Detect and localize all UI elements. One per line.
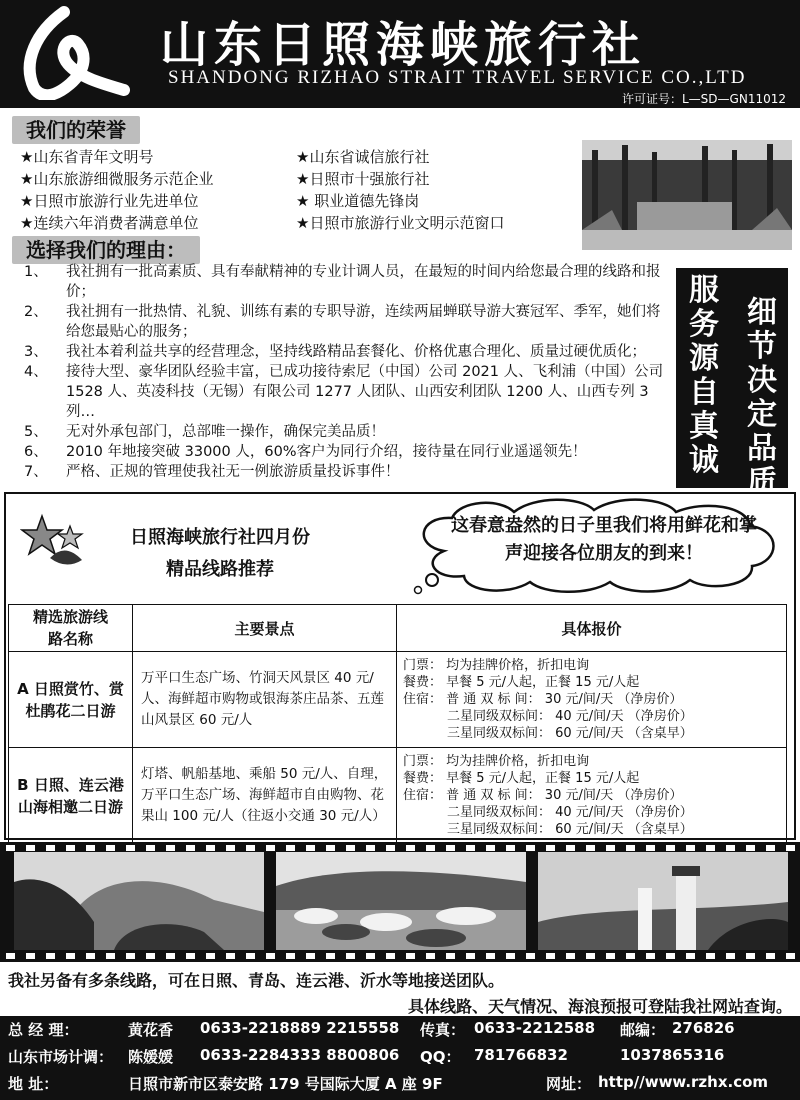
contact-bar [0, 1016, 800, 1100]
reason-number: 4、 [24, 364, 48, 380]
film-sprocket-hole [626, 845, 635, 851]
qq-number: 781766832 [474, 1046, 568, 1064]
film-sprocket-hole [786, 953, 795, 959]
company-logo [12, 4, 132, 100]
film-sprocket-hole [526, 953, 535, 959]
reason-text: 我社拥有一批热情、礼貌、训练有素的专职导游，连续两届蝉联导游大赛冠军、季军，她们将给您最贴心的服务； [66, 304, 661, 340]
film-sprocket-hole [506, 953, 515, 959]
film-sprocket-hole [46, 953, 55, 959]
film-sprocket-hole [366, 845, 375, 851]
film-sprocket-hole [126, 953, 135, 959]
film-sprocket-hole [86, 845, 95, 851]
film-sprocket-hole [206, 845, 215, 851]
reason-number: 2、 [24, 304, 48, 320]
film-sprocket-hole [166, 953, 175, 959]
route-spots: 灯塔、帆船基地、乘船 50 元/人、自理，万平口生态广场、海鲜超市自由购物、花果山 100 元/人（往返小交通 30 元/人） [133, 748, 397, 844]
film-sprocket-hole [766, 845, 775, 851]
contact-row-market [8, 1046, 798, 1070]
qq-number-2: 1037865316 [620, 1046, 725, 1064]
film-sprocket-hole [706, 953, 715, 959]
price-line: 门票： 均为挂牌价格，折扣电询 [403, 658, 590, 673]
film-sprocket-hole [326, 953, 335, 959]
film-sprocket-hole [466, 845, 475, 851]
honor-item: ★日照市十强旅行社 [296, 170, 430, 188]
promo-title-line1: 日照海峡旅行社四月份 [130, 527, 310, 548]
price-line: 二星同级双标间： 40 元/间/天 （净房价） [447, 709, 693, 724]
film-sprocket-hole [286, 845, 295, 851]
reason-text: 2010 年地接突破 33000 人，60%客户为同行介绍，接待量在同行业遥遥领先！ [66, 444, 587, 460]
promo-title-line2: 精品线路推荐 [166, 559, 274, 580]
film-sprocket-hole [186, 953, 195, 959]
stars-icon [20, 512, 90, 572]
film-sprocket-hole [246, 953, 255, 959]
market-phone: 0633-2284333 8800806 [200, 1046, 400, 1064]
fax-number: 0633-2212588 [474, 1019, 596, 1037]
manager-phone: 0633-2218889 2215558 [200, 1019, 400, 1037]
website-label: 网址： [546, 1075, 592, 1093]
film-sprocket-hole [586, 953, 595, 959]
film-sprocket-hole [286, 953, 295, 959]
company-subtitle: SHANDONG RIZHAO STRAIT TRAVEL SERVICE CO.,LTD [168, 67, 747, 88]
honors-heading: 我们的荣誉 [12, 116, 140, 144]
honor-item: ★ 职业道德先锋岗 [296, 192, 420, 210]
film-sprocket-hole [6, 953, 15, 959]
lighthouse-photo [538, 852, 788, 950]
more-routes-note: 我社另备有多条线路，可在日照、青岛、连云港、沂水等地接送团队。 [8, 971, 505, 990]
reason-item [22, 422, 674, 442]
film-sprocket-hole [686, 845, 695, 851]
film-sprocket-hole [406, 845, 415, 851]
zip-label: 邮编： [620, 1021, 666, 1039]
price-line: 餐费： 早餐 5 元/人起，正餐 15 元/人起 [403, 675, 640, 690]
header-price: 具体报价 [397, 605, 787, 652]
honors-left-list [20, 146, 213, 234]
film-sprocket-hole [26, 845, 35, 851]
film-sprocket-hole [566, 953, 575, 959]
manager-label: 总 经 理： [8, 1021, 79, 1039]
reason-number: 1、 [24, 264, 48, 280]
film-sprocket-hole [206, 953, 215, 959]
film-sprocket-hole [6, 845, 15, 851]
film-sprocket-hole [766, 953, 775, 959]
film-sprocket-hole [146, 845, 155, 851]
fax-label: 传真： [420, 1021, 466, 1039]
market-label: 山东市场计调： [8, 1048, 114, 1066]
price-line: 三星同级双标间： 60 元/间/天 （含桌早） [447, 726, 693, 741]
film-sprocket-hole [386, 953, 395, 959]
promo-title [90, 522, 350, 586]
film-sprocket-hole [26, 953, 35, 959]
honor-item: ★连续六年消费者满意单位 [20, 214, 199, 232]
qq-label: QQ： [420, 1048, 461, 1066]
film-sprocket-hole [726, 953, 735, 959]
film-sprocket-hole [486, 845, 495, 851]
reason-text: 接待大型、豪华团队经验丰富，已成功接待索尼（中国）公司 2021 人、飞利浦（中国）公司 1528 人、英凌科技（无锡）有限公司 1277 人团队、山西安利团队 1200 人、山西专列 3 列… [66, 364, 664, 420]
cloud-message: 这春意盎然的日子里我们将用鲜花和掌声迎接各位朋友的到来！ [451, 515, 757, 564]
film-sprocket-hole [526, 845, 535, 851]
film-sprocket-hole [346, 953, 355, 959]
slogan-left: 服务源自真诚 [689, 273, 719, 478]
film-sprocket-hole [566, 845, 575, 851]
price-line: 住宿： 普 通 双 标 间： 30 元/间/天 （净房价） [403, 692, 683, 707]
routes-table [8, 604, 787, 844]
address-label: 地 址： [8, 1075, 59, 1093]
website-query-note: 具体线路、天气情况、海浪预报可登陆我社网站查询。 [407, 997, 792, 1016]
price-line: 三星同级双标间： 60 元/间/天 （含桌早） [447, 822, 693, 837]
film-sprocket-hole [606, 953, 615, 959]
reason-number: 7、 [24, 464, 48, 480]
zip-code: 276826 [672, 1019, 735, 1037]
film-sprocket-hole [66, 845, 75, 851]
film-sprocket-hole [266, 845, 275, 851]
reason-number: 6、 [24, 444, 48, 460]
slogan-right: 细节决定品质 [747, 295, 777, 500]
route-name: B 日照、连云港山海相邀二日游 [9, 748, 133, 844]
film-sprocket-hole [706, 845, 715, 851]
reason-text: 我社拥有一批高素质、具有奉献精神的专业计调人员，在最短的时间内给您最合理的线路和报价； [66, 264, 661, 300]
manager-name: 黄花香 [128, 1021, 174, 1039]
table-row [9, 652, 787, 748]
honors-right-list [296, 146, 504, 234]
film-sprocket-hole [306, 953, 315, 959]
film-sprocket-hole [106, 845, 115, 851]
film-sprocket-hole [146, 953, 155, 959]
film-sprocket-hole [346, 845, 355, 851]
film-sprocket-hole [686, 953, 695, 959]
rock-hill-photo [14, 852, 264, 950]
reason-item [22, 442, 674, 462]
film-sprocket-hole [166, 845, 175, 851]
film-sprocket-hole [326, 845, 335, 851]
film-sprocket-hole [366, 953, 375, 959]
reason-text: 我社本着利益共享的经营理念，坚持线路精品套餐化、价格优惠合理化、质量过硬优质化； [66, 344, 646, 360]
film-sprocket-hole [786, 845, 795, 851]
reason-item [22, 262, 674, 302]
film-sprocket-hole [246, 845, 255, 851]
header-spots: 主要景点 [133, 605, 397, 652]
film-sprocket-hole [226, 845, 235, 851]
price-line: 住宿： 普 通 双 标 间： 30 元/间/天 （净房价） [403, 788, 683, 803]
reason-item [22, 362, 674, 422]
table-row [9, 748, 787, 844]
film-sprocket-hole [426, 845, 435, 851]
reason-item [22, 302, 674, 342]
contact-row-manager [8, 1019, 798, 1043]
film-sprocket-hole [546, 845, 555, 851]
film-sprocket-hole [446, 845, 455, 851]
film-sprocket-hole [506, 845, 515, 851]
route-name: A 日照赏竹、赏杜鹃花二日游 [9, 652, 133, 748]
film-sprocket-hole [586, 845, 595, 851]
reason-number: 5、 [24, 424, 48, 440]
honor-item: ★山东省青年文明号 [20, 148, 154, 166]
reason-text: 无对外承包部门，总部唯一操作，确保完美品质！ [66, 424, 385, 440]
coast-rocks-photo [276, 852, 526, 950]
table-header-row [9, 605, 787, 652]
park-photo [582, 140, 792, 250]
film-sprocket-hole [386, 845, 395, 851]
company-title: 山东日照海峡旅行社 [160, 17, 647, 73]
film-sprocket-hole [746, 953, 755, 959]
film-sprocket-hole [446, 953, 455, 959]
route-price [397, 652, 787, 748]
route-spots: 万平口生态广场、竹洞天风景区 40 元/人、海鲜超市购物或银海茶庄品茶、五莲山风景区 60 元/人 [133, 652, 397, 748]
film-sprocket-hole [666, 953, 675, 959]
reason-number: 3、 [24, 344, 48, 360]
header-route-name: 精选旅游线路名称 [9, 605, 133, 652]
address-text: 日照市新市区泰安路 179 号国际大厦 A 座 9F [128, 1075, 443, 1093]
film-sprocket-hole [626, 953, 635, 959]
honor-item: ★日照市旅游行业先进单位 [20, 192, 199, 210]
film-sprocket-hole [606, 845, 615, 851]
film-sprocket-hole [66, 953, 75, 959]
film-sprocket-hole [486, 953, 495, 959]
reason-item [22, 462, 674, 482]
film-sprocket-hole [86, 953, 95, 959]
reason-text: 严格、正规的管理使我社无一例旅游质量投诉事件！ [66, 464, 400, 480]
price-line: 二星同级双标间： 40 元/间/天 （净房价） [447, 805, 693, 820]
film-sprocket-hole [746, 845, 755, 851]
film-sprocket-hole [126, 845, 135, 851]
film-sprocket-hole [466, 953, 475, 959]
contact-row-address [8, 1073, 798, 1097]
film-sprocket-hole [546, 953, 555, 959]
film-sprocket-hole [266, 953, 275, 959]
license-number: 许可证号：L—SD—GN11012 [622, 92, 786, 106]
film-sprocket-hole [726, 845, 735, 851]
film-sprocket-hole [666, 845, 675, 851]
film-sprocket-hole [306, 845, 315, 851]
film-sprocket-hole [406, 953, 415, 959]
website-link[interactable]: http//www.rzhx.com [598, 1073, 769, 1091]
film-sprocket-hole [106, 953, 115, 959]
honor-item: ★日照市旅游行业文明示范窗口 [296, 214, 505, 232]
honor-item: ★山东省诚信旅行社 [296, 148, 430, 166]
film-sprocket-hole [226, 953, 235, 959]
film-sprocket-hole [646, 953, 655, 959]
price-line: 门票： 均为挂牌价格，折扣电询 [403, 754, 590, 769]
film-sprocket-hole [646, 845, 655, 851]
reasons-list [22, 262, 674, 482]
price-line: 餐费： 早餐 5 元/人起，正餐 15 元/人起 [403, 771, 640, 786]
reason-item [22, 342, 674, 362]
film-sprocket-hole [46, 845, 55, 851]
route-price [397, 748, 787, 844]
film-sprocket-hole [186, 845, 195, 851]
market-name: 陈媛媛 [128, 1048, 174, 1066]
reasons-heading: 选择我们的理由： [12, 236, 200, 264]
honor-item: ★山东旅游细微服务示范企业 [20, 170, 214, 188]
film-sprocket-hole [426, 953, 435, 959]
